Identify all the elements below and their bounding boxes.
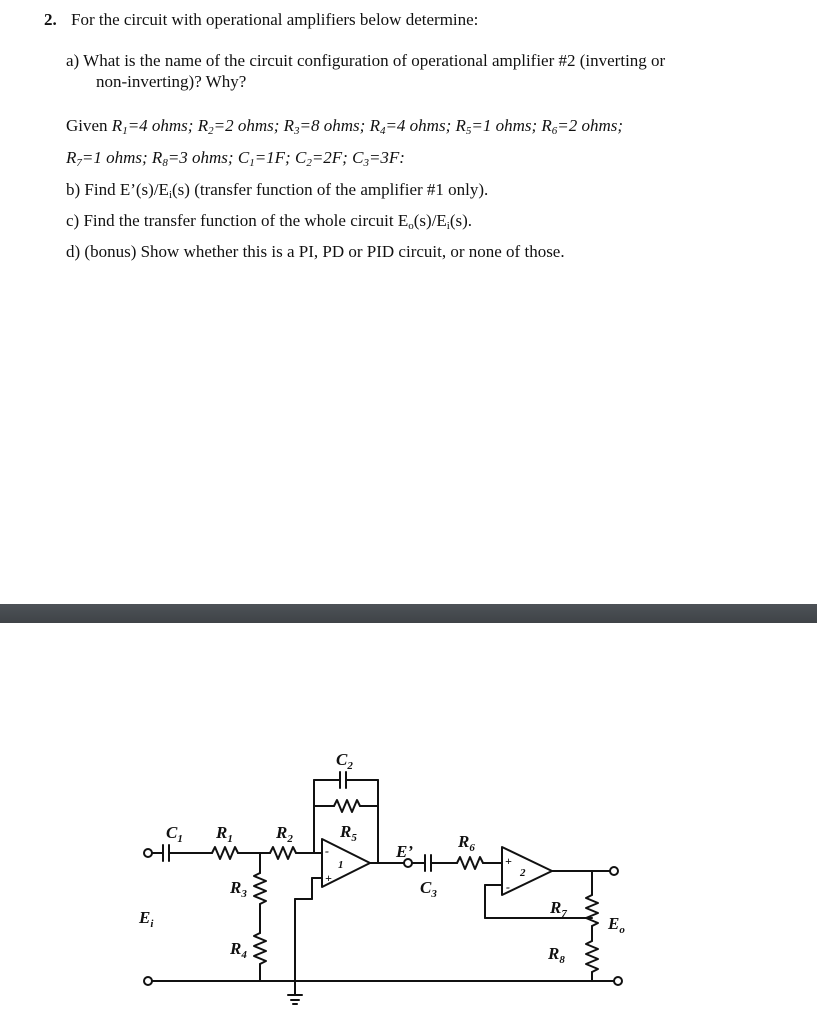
given-r7-value: =1 ohms; [81,148,152,167]
resistor-r4 [254,933,266,964]
given-r6-sub: 6 [551,125,558,137]
label-c2: $C_2$ [336,750,353,772]
given-c3-value: =3F: [368,148,405,167]
given-r2-value: =2 ohms; [213,116,284,135]
given-c1-sub: 1 [249,157,255,169]
given-r2-symbol: R [197,116,209,135]
given-c2-symbol: C [294,148,307,167]
part-c-subscript-output: o [408,220,414,232]
opamp-2-minus-sign: - [506,880,510,894]
given-r4-sub: 4 [379,125,386,137]
label-r1: $R_1$ [216,823,233,845]
given-r5-value: =1 ohms; [471,116,542,135]
part-c-text-start: c) Find the transfer function of the whole circuit E [66,211,409,230]
given-r4-value: =4 ohms; [385,116,456,135]
given-prefix: Given [66,116,112,135]
given-r3-symbol: R [283,116,295,135]
opamp-1-plus-sign: + [325,871,332,885]
given-r5-sub: 5 [465,125,472,137]
resistor-r2 [270,847,296,859]
given-c3-sub: 3 [363,157,369,169]
given-r8-value: =3 ohms; [167,148,238,167]
label-ei: $E_i$ [139,908,154,930]
given-r1-value: =4 ohms; [127,116,198,135]
label-r5: $R_5$ [340,822,357,844]
output-terminal-top [610,867,618,875]
given-c3-symbol: C [352,148,364,167]
given-c2-sub: 2 [306,157,312,169]
given-values-line-1 [66,116,623,136]
label-r8: $R_8$ [548,944,565,966]
label-r2: $R_2$ [276,823,293,845]
given-c1-value: =1F; [254,148,295,167]
section-divider-bar [0,604,817,623]
part-c-subscript-input: i [446,220,450,232]
given-r7-sub: 7 [76,157,82,169]
label-r6: $R_6$ [458,832,475,854]
circuit-wires [152,772,614,1004]
label-eprime: E’ [396,842,413,861]
opamp-1-minus-sign: - [325,844,329,858]
resistor-r5 [334,800,360,812]
given-r8-sub: 8 [162,157,168,169]
part-d: d) (bonus) Show whether this is a PI, PD or PID circuit, or none of those. [66,242,565,261]
resistor-r8 [586,941,598,972]
given-c1-symbol: C [237,148,250,167]
part-a-line-1: a) What is the name of the circuit configuration of operational amplifier #2 (inverting or [66,51,666,70]
given-r3-sub: 3 [294,125,300,137]
part-b [66,180,488,200]
given-r2-sub: 2 [208,125,214,137]
given-r4-symbol: R [369,116,380,135]
opamp-2-number: 2 [520,867,526,879]
part-b-text-end: (s) (transfer function of the amplifier #1 only). [172,180,489,199]
given-r1-sub: 1 [122,125,128,137]
label-r4: $R_4$ [230,939,247,961]
given-r1-symbol: R [111,116,123,135]
label-r7: $R_7$ [550,898,567,920]
part-b-subscript: i [168,189,172,201]
given-c2-value: =2F; [311,148,353,167]
question-prompt: For the circuit with operational amplifiers below determine: [71,10,479,29]
given-r7-symbol: R [66,148,77,167]
circuit-diagram [0,623,817,1024]
given-r3-value: =8 ohms; [299,116,370,135]
opamp-2-plus-sign: + [505,854,512,868]
part-a-line-2: non-inverting)? Why? [96,72,247,91]
given-r8-symbol: R [151,148,163,167]
given-r6-symbol: R [541,116,552,135]
part-c [66,211,472,231]
given-r5-symbol: R [455,116,466,135]
resistor-r1 [212,847,238,859]
given-values-line-2 [66,148,405,168]
resistor-r3 [254,873,266,904]
input-terminal-bottom [144,977,152,985]
label-r3: $R_3$ [230,878,247,900]
label-c1: $C_1$ [166,823,183,845]
question-header [44,10,478,30]
part-c-text-mid: (s)/E [413,211,447,230]
resistor-r6 [457,857,483,869]
label-c3: $C_3$ [420,878,437,900]
given-r6-value: =2 ohms; [557,116,624,135]
part-b-text-start: b) Find E’(s)/E [66,180,169,199]
part-c-text-end: (s). [449,211,473,230]
resistor-r7 [586,895,598,926]
output-terminal-bottom [614,977,622,985]
input-terminal-top [144,849,152,857]
label-eo: $E_o$ [608,914,625,936]
question-number: 2. [44,10,57,29]
opamp-1-number: 1 [338,859,344,871]
